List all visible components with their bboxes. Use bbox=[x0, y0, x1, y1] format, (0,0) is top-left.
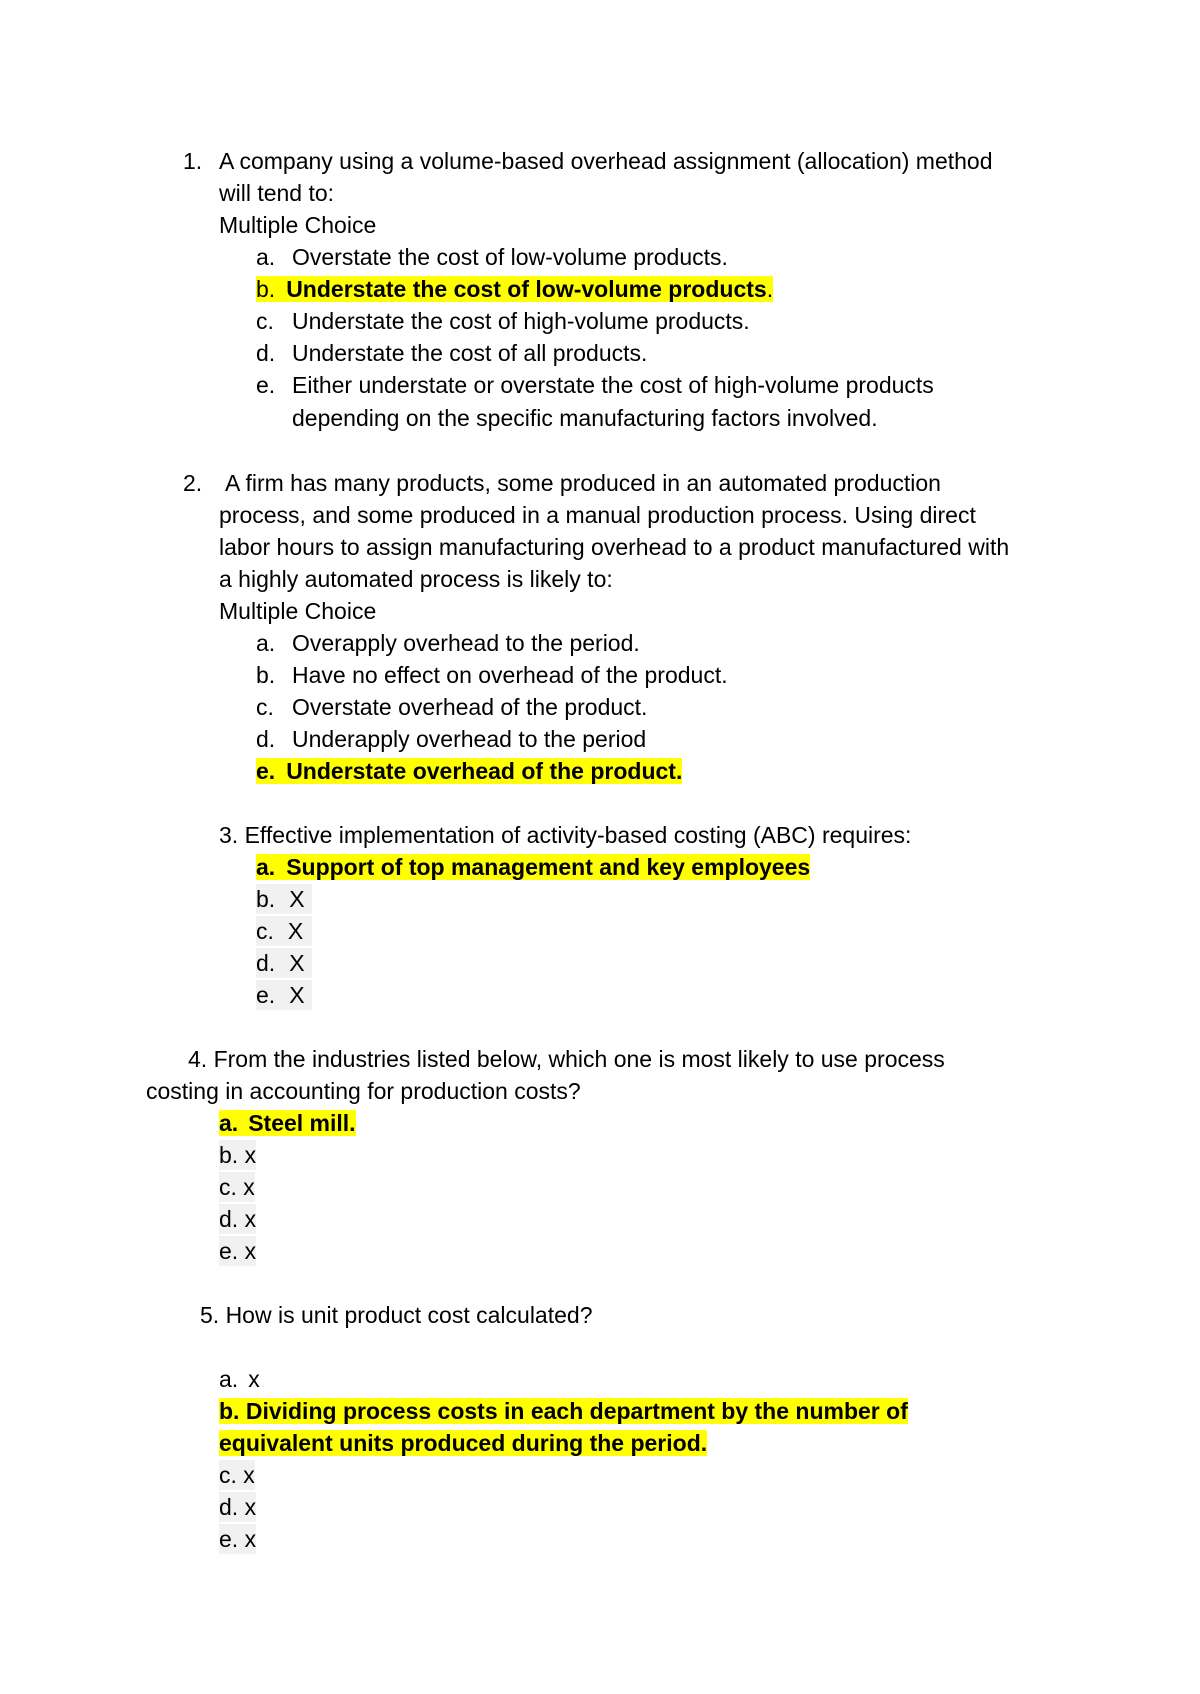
q3-question: 3. Effective implementation of activity-based costing (ABC) requires: bbox=[219, 822, 912, 848]
q1-option-b-tail: . bbox=[766, 276, 774, 302]
q1-option-e-letter: e. bbox=[256, 372, 276, 398]
q2-text-line3: labor hours to assign manufacturing overhead to a product manufactured with bbox=[219, 534, 1010, 560]
q2-option-c-text: Overstate overhead of the product. bbox=[292, 694, 648, 720]
q4-option-a-text: Steel mill. bbox=[248, 1110, 356, 1136]
q2-option-e-letter: e. bbox=[256, 758, 286, 784]
q3-option-e-text: X bbox=[289, 982, 305, 1008]
q2-option-b-letter: b. bbox=[256, 662, 276, 688]
q4-option-a-letter: a. bbox=[219, 1110, 248, 1136]
q3-option-e bbox=[256, 980, 312, 1010]
q3-option-c-text: X bbox=[287, 918, 304, 944]
q2-type: Multiple Choice bbox=[219, 598, 377, 624]
q4-option-e: e. x bbox=[219, 1238, 257, 1264]
q4-option-c: c. x bbox=[219, 1174, 255, 1200]
q5-option-c: c. x bbox=[219, 1462, 255, 1488]
q4-text-line2: costing in accounting for production costs? bbox=[146, 1078, 581, 1104]
q5-option-e: e. x bbox=[219, 1526, 257, 1552]
q3-option-a-letter: a. bbox=[256, 854, 286, 880]
q1-option-d-letter: d. bbox=[256, 340, 276, 366]
q3-option-d bbox=[256, 948, 312, 978]
q5-option-b-text-line1: b. Dividing process costs in each department by the number of bbox=[219, 1398, 908, 1424]
q3-option-e-letter: e. bbox=[256, 982, 276, 1008]
q2-option-e-text: Understate overhead of the product. bbox=[286, 758, 683, 784]
q2-option-e bbox=[256, 756, 682, 786]
q3-option-c-letter: c. bbox=[256, 918, 274, 944]
q1-option-b-letter: b. bbox=[256, 276, 286, 302]
q1-option-d-text: Understate the cost of all products. bbox=[292, 340, 648, 366]
q1-type: Multiple Choice bbox=[219, 212, 377, 238]
q1-option-a-letter: a. bbox=[256, 244, 276, 270]
q1-option-c-letter: c. bbox=[256, 308, 274, 334]
q2-option-d-text: Underapply overhead to the period bbox=[292, 726, 647, 752]
q5-option-b-line2 bbox=[219, 1428, 707, 1458]
q3-option-b bbox=[256, 884, 312, 914]
q3-option-a-text: Support of top management and key employees bbox=[286, 854, 811, 880]
q2-option-b-text: Have no effect on overhead of the product. bbox=[292, 662, 728, 688]
q2-option-d-letter: d. bbox=[256, 726, 276, 752]
q2-text-line1: A firm has many products, some produced in an automated production bbox=[225, 470, 941, 496]
q2-option-a-text: Overapply overhead to the period. bbox=[292, 630, 640, 656]
q5-option-a-letter: a. bbox=[219, 1366, 239, 1392]
q1-text-line1: A company using a volume-based overhead assignment (allocation) method bbox=[219, 148, 993, 174]
q3-option-b-text: X bbox=[289, 886, 305, 912]
q2-text-line2: process, and some produced in a manual production process. Using direct bbox=[219, 502, 976, 528]
q4-option-b: b. x bbox=[219, 1142, 257, 1168]
q1-number: 1. bbox=[183, 148, 203, 174]
q2-option-c-letter: c. bbox=[256, 694, 274, 720]
q4-option-d: d. x bbox=[219, 1206, 257, 1232]
q2-text-line4: a highly automated process is likely to: bbox=[219, 566, 613, 592]
q1-text-line2: will tend to: bbox=[219, 180, 335, 206]
q5-question: 5. How is unit product cost calculated? bbox=[200, 1302, 593, 1328]
q1-option-b-text: Understate the cost of low-volume products bbox=[286, 276, 767, 302]
q5-option-a bbox=[219, 1364, 260, 1394]
q3-option-d-text: X bbox=[289, 950, 305, 976]
q3-option-a bbox=[256, 852, 810, 882]
q1-option-e-text-line2: depending on the specific manufacturing factors involved. bbox=[292, 405, 878, 431]
q3-option-b-letter: b. bbox=[256, 886, 276, 912]
q2-option-a-letter: a. bbox=[256, 630, 276, 656]
q1-option-b bbox=[256, 274, 773, 304]
q3-option-d-letter: d. bbox=[256, 950, 276, 976]
q5-option-d: d. x bbox=[219, 1494, 257, 1520]
q1-option-a-text: Overstate the cost of low-volume products. bbox=[292, 244, 728, 270]
q4-option-a bbox=[219, 1108, 356, 1138]
q2-number: 2. bbox=[183, 470, 203, 496]
q1-option-c-text: Understate the cost of high-volume products. bbox=[292, 308, 750, 334]
q1-option-e-text: Either understate or overstate the cost of high-volume products bbox=[292, 372, 934, 398]
q5-option-b-line1 bbox=[219, 1396, 908, 1426]
q5-option-a-text: x bbox=[248, 1366, 260, 1392]
q4-text-line1: 4. From the industries listed below, which one is most likely to use process bbox=[188, 1046, 945, 1072]
q5-option-b-text-line2: equivalent units produced during the period. bbox=[219, 1430, 708, 1456]
q3-option-c bbox=[256, 916, 312, 946]
